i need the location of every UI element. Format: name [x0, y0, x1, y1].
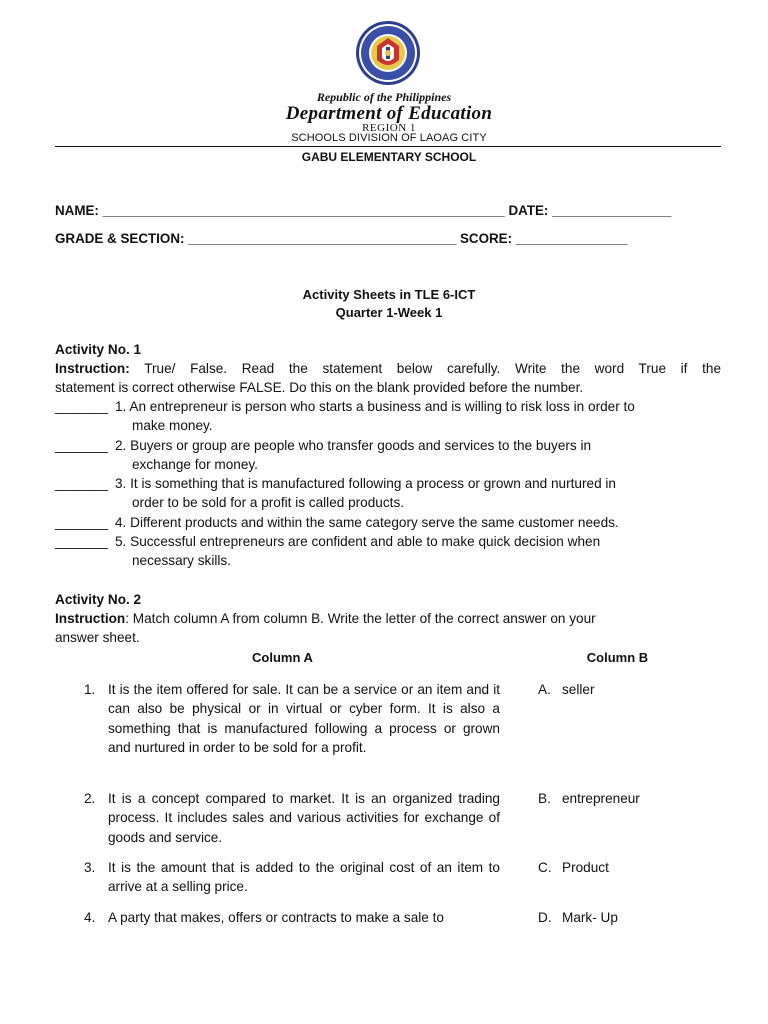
instruction-text: True/ False. Read the statement below carefully. Write the word True if the — [144, 361, 722, 376]
answer-option: D. Mark- Up — [538, 910, 618, 925]
quarter-week-title: Quarter 1-Week 1 — [335, 305, 443, 320]
grade-score-line: GRADE & SECTION: ____________________________________ SCORE: _______________ — [55, 231, 628, 246]
list-item: 3. It is the amount that is added to the original cost of an item to arrive at a selling price. — [84, 860, 500, 895]
activity-sheet-title: Activity Sheets in TLE 6-ICT — [302, 287, 476, 302]
column-a-header: Column A — [252, 650, 313, 665]
list-item: 2. It is a concept compared to market. It is an organized trading process. It includes sales and various activities for exchange of goods and service. — [84, 791, 500, 845]
activity2-heading: Activity No. 2 — [55, 592, 142, 607]
header-divider — [55, 146, 721, 147]
answer-option: A. seller — [538, 682, 595, 697]
activity1-instruction-line2: statement is correct otherwise FALSE. Do this on the blank provided before the number. — [55, 380, 584, 395]
region-label: REGION 1 — [362, 122, 416, 134]
answer-option: B. entrepreneur — [538, 791, 640, 806]
department-of-education-title: Department of Education — [285, 103, 493, 124]
activity2-instruction-line1 — [55, 609, 721, 628]
list-item: _______ 4. Different products and within the same category serve the same customer needs. — [55, 515, 619, 530]
list-item: 4. A party that makes, offers or contracts to make a sale to — [84, 910, 444, 925]
activity1-heading: Activity No. 1 — [55, 342, 142, 357]
instruction-label: Instruction — [55, 611, 126, 626]
deped-seal-logo — [355, 20, 421, 86]
list-item: 1. It is the item offered for sale. It can be a service or an item and it can also be physical or in virtual or cyber form. It is also a something that is manufactured following a process or grown and nurtured in order to be sold for a profit. — [84, 682, 500, 755]
name-date-line: NAME: ______________________________________________________ DATE: ________________ — [55, 203, 672, 218]
instruction-label: Instruction: — [55, 361, 130, 376]
activity2-instruction-line2: answer sheet. — [55, 630, 140, 645]
list-item: _______ 2. Buyers or group are people who transfer goods and services to the buyers in exchange for money. — [55, 438, 592, 472]
republic-of-the-philippines: Republic of the Philippines — [316, 90, 452, 104]
schools-division-label: SCHOOLS DIVISION OF LAOAG CITY — [291, 132, 487, 144]
column-b-header: Column B — [586, 650, 649, 665]
school-name: GABU ELEMENTARY SCHOOL — [301, 150, 477, 164]
list-item: _______ 5. Successful entrepreneurs are confident and able to make quick decision when necessary skills. — [55, 534, 601, 568]
answer-option: C. Product — [538, 860, 609, 875]
activity1-instruction-line1 — [55, 359, 721, 378]
instruction-text: : Match column A from column B. Write the letter of the correct answer on your — [125, 611, 596, 626]
list-item: _______ 1. An entrepreneur is person who starts a business and is willing to risk loss in order to make money. — [55, 399, 635, 433]
list-item: _______ 3. It is something that is manufactured following a process or grown and nurtured in order to be sold for a profit is called products. — [55, 476, 616, 510]
